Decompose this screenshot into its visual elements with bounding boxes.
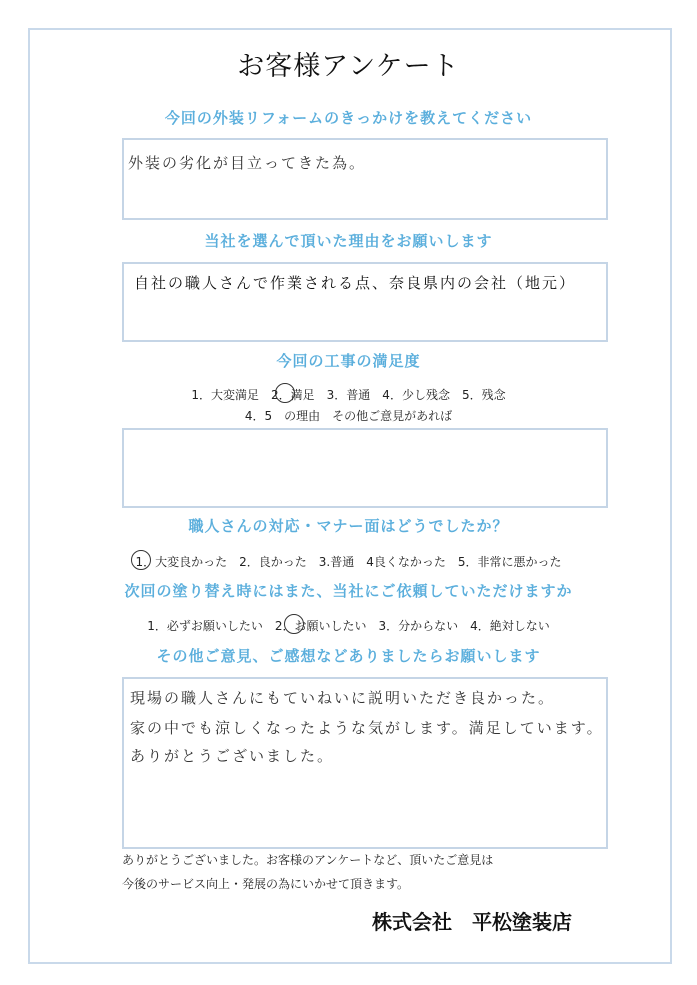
q5-selected-circle	[284, 614, 304, 634]
q4-selected-circle	[131, 550, 151, 570]
footer-note-2: 今後のサービス向上・発展の為にいかせて頂きます。	[122, 877, 410, 891]
page-title: お客様アンケート	[237, 51, 460, 82]
q5-options: 1．必ずお願いしたい 2．お願いしたい 3．分からない 4．絶対しない	[147, 619, 550, 633]
footer-note-1: ありがとうございました。お客様のアンケートなど、頂いたご意見は	[122, 853, 494, 867]
q4-options: 1．大変良かった 2．良かった 3.普通 4良くなかった 5．非常に悪かった	[135, 555, 562, 569]
q3-answer-box[interactable]	[122, 428, 608, 508]
q3-heading: 今回の工事の満足度	[276, 352, 421, 370]
q5-heading: 次回の塗り替え時にはまた、当社にご依頼していただけますか	[124, 582, 573, 600]
company-name: 株式会社 平松塗装店	[372, 910, 572, 934]
q6-answer-line: 現場の職人さんにもていねいに説明いただき良かった。	[130, 689, 556, 707]
q1-answer-box[interactable]	[122, 138, 608, 220]
q6-answer-box[interactable]	[122, 677, 608, 849]
q3-options: 1．大変満足 2．満足 3．普通 4．少し残念 5．残念	[191, 388, 506, 402]
q1-heading: 今回の外装リフォームのきっかけを教えてください	[164, 109, 533, 127]
q6-answer-line: 家の中でも涼しくなったような気がします。満足しています。	[130, 719, 604, 737]
q2-heading: 当社を選んで頂いた理由をお願いします	[204, 232, 493, 250]
q1-answer: 外装の劣化が目立ってきた為。	[128, 154, 367, 172]
q6-answer-line: ありがとうございました。	[130, 747, 335, 765]
q6-heading: その他ご意見、ご感想などありましたらお願いします	[156, 647, 541, 665]
q4-heading: 職人さんの対応・マナー面はどうでしたか？	[188, 517, 509, 535]
q2-answer: 自社の職人さんで作業される点、奈良県内の会社（地元）	[134, 274, 577, 292]
q3-sub-label: 4．5 の理由 その他ご意見があれば	[244, 409, 453, 423]
q3-selected-circle	[275, 383, 295, 403]
q2-answer-box[interactable]	[122, 262, 608, 342]
